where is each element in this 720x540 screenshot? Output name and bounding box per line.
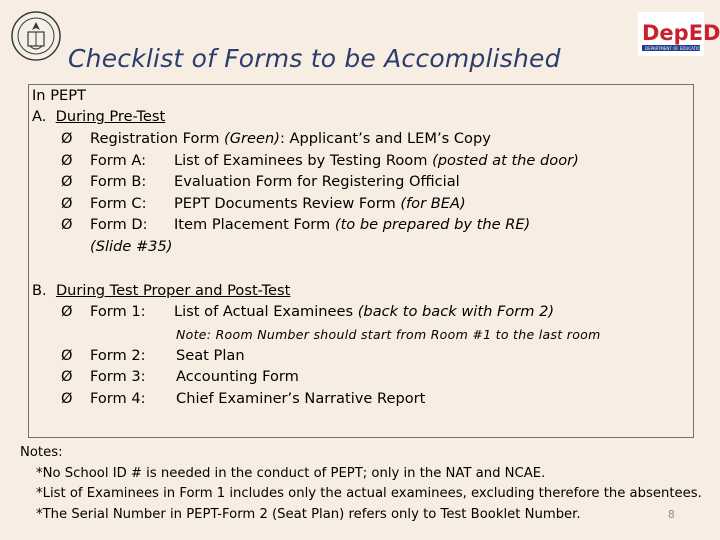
list-item-form: Form B:: [90, 173, 147, 190]
note-item: *No School ID # is needed in the conduct of PEPT; only in the NAT and NCAE.: [36, 465, 546, 481]
arrow-bullet-icon: Ø: [61, 216, 73, 233]
list-item-desc: List of Actual Examinees (back to back with Form 2): [174, 303, 555, 320]
section-a-header: A. During Pre-Test: [32, 108, 166, 125]
note-item: *The Serial Number in PEPT-Form 2 (Seat Plan) refers only to Test Booklet Number.: [36, 506, 581, 522]
list-item-desc: List of Examinees by Testing Room (posted at the door): [174, 152, 579, 169]
list-item-form: Form 2:: [90, 347, 146, 364]
arrow-bullet-icon: Ø: [61, 347, 73, 364]
arrow-bullet-icon: Ø: [61, 173, 73, 190]
list-item-form: Form A:: [90, 152, 147, 169]
notes-section: [20, 443, 702, 525]
form1-note: Note: Room Number should start from Room #1 to the last room: [176, 327, 601, 342]
arrow-bullet-icon: Ø: [61, 130, 73, 147]
deped-seal-icon: [10, 10, 62, 62]
list-item-form: Form 1:: [90, 303, 146, 320]
list-item-form: Form 3:: [90, 368, 146, 385]
slide-title: Checklist of Forms to be Accomplished: [68, 44, 561, 73]
list-item-desc: Seat Plan: [176, 347, 245, 364]
heading: In PEPT: [32, 87, 86, 104]
list-item-desc: PEPT Documents Review Form (for BEA): [174, 195, 466, 212]
list-item-desc: Item Placement Form (to be prepared by the RE): [174, 216, 531, 233]
section-b-header: B. During Test Proper and Post-Test: [32, 282, 291, 299]
list-item-desc: Accounting Form: [176, 368, 299, 385]
logo-text: DepED: [642, 21, 720, 45]
list-item: Registration Form (Green): Applicant’s and LEM’s Copy: [90, 130, 491, 147]
checklist-box: [28, 84, 694, 438]
page-number: 8: [668, 509, 675, 521]
slide-reference: (Slide #35): [90, 238, 173, 255]
arrow-bullet-icon: Ø: [61, 368, 73, 385]
arrow-bullet-icon: Ø: [61, 390, 73, 407]
deped-logo-icon: [638, 12, 720, 56]
list-item-form: Form 4:: [90, 390, 146, 407]
section-a-title: During Pre-Test: [55, 108, 166, 125]
list-item-desc: Evaluation Form for Registering Official: [174, 173, 460, 190]
arrow-bullet-icon: Ø: [61, 152, 73, 169]
list-item-form: Form C:: [90, 195, 147, 212]
arrow-bullet-icon: Ø: [61, 303, 73, 320]
note-item: *List of Examinees in Form 1 includes only the actual examinees, excluding therefore the absentees.: [36, 486, 702, 501]
section-b-title: During Test Proper and Post-Test: [55, 282, 291, 299]
arrow-bullet-icon: Ø: [61, 195, 73, 212]
list-item-desc: Chief Examiner’s Narrative Report: [176, 390, 426, 407]
notes-label: Notes:: [20, 445, 63, 460]
list-item-form: Form D:: [90, 216, 148, 233]
logo-subtext: DEPARTMENT OF EDUCATION: [645, 46, 704, 51]
